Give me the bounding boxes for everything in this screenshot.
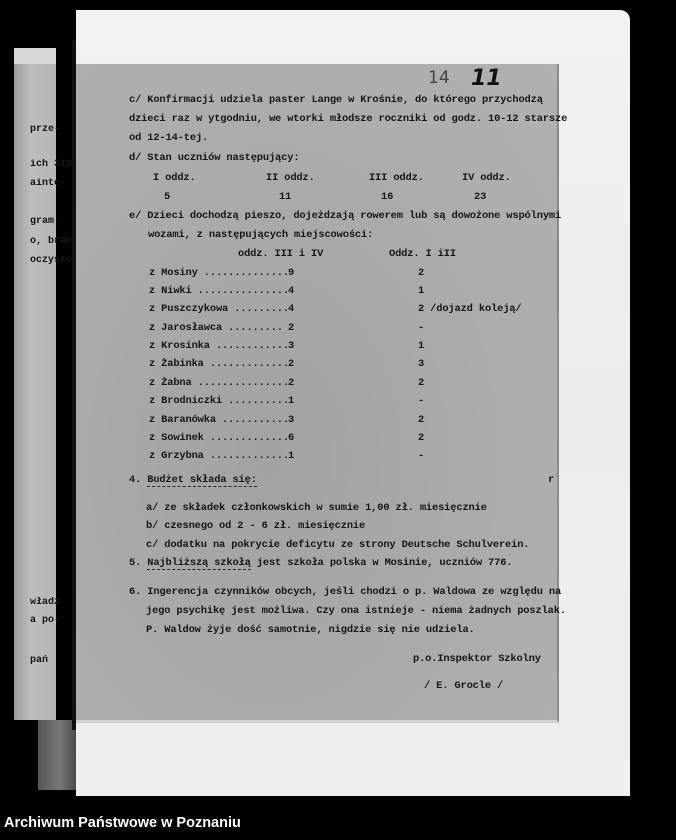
underlying-fragment: oczysto	[30, 255, 73, 266]
row-count-iii-iv: 1	[288, 395, 295, 407]
section-5-text: jest szkoła polska w Mosinie, uczniów 776.	[250, 557, 513, 569]
underlying-fragment: a po-	[30, 615, 61, 626]
row-count-i-ii: 1	[418, 340, 425, 352]
archive-label: Archiwum Państwowe w Poznaniu	[4, 815, 241, 831]
section-5-underlined: Najbliższą szkołą	[147, 557, 251, 569]
section-e-line-1	[129, 210, 561, 222]
budget-item: a/ ze składek członkowskich w sumie 1,00 zł. miesięcznie	[146, 502, 487, 514]
section-4-number: 4.	[129, 474, 142, 486]
section-e-line-2: wozami, z następujących miejscowości:	[148, 229, 374, 241]
section-6-line-2: jego psychikę jest możliwa. Czy ona istnieje - niema żadnych poszlak.	[146, 605, 566, 617]
row-count-i-ii: 2	[418, 432, 425, 444]
row-count-i-ii: -	[418, 395, 425, 407]
row-place: z Brodniczki ..........	[149, 395, 289, 407]
underlying-fragment: o, brak	[30, 236, 73, 247]
section-d-marker: d/	[129, 152, 142, 164]
section-5-number: 5.	[129, 557, 142, 569]
row-place: z Żabna ...............	[149, 377, 289, 389]
section-6-text: Ingerencja czynników obcych, jeśli chodzi o p. Waldowa ze względu na	[147, 586, 562, 598]
row-count-i-ii: 2	[418, 377, 425, 389]
row-count-iii-iv: 6	[288, 432, 295, 444]
pencil-page-number: 14	[428, 68, 450, 88]
class-label: II oddz.	[266, 172, 315, 184]
underlying-fragment: władz	[30, 597, 61, 608]
signature-title: p.o.Inspektor Szkolny	[413, 653, 541, 665]
section-4-heading-text: Budżet składa się:	[147, 474, 257, 486]
underlying-fragment: pań	[30, 655, 49, 666]
row-place: z Jarosławca .........	[149, 322, 283, 334]
row-place: z Krosinka ............	[149, 340, 289, 352]
row-count-i-ii: 2	[418, 267, 425, 279]
section-c-line-2: dzieci raz w ytgodniu, we wtorki młodsze roczniki od godz. 10-12 starsze	[129, 113, 568, 125]
budget-item: c/ dodatku na pokrycie deficytu ze strony Deutsche Schulverein.	[146, 539, 530, 551]
row-count-iii-iv: 4	[288, 285, 295, 297]
row-place: z Sowinek .............	[149, 432, 289, 444]
signature-name: / E. Grocle /	[424, 680, 504, 692]
class-count: 5	[164, 191, 171, 203]
class-count: 23	[474, 191, 487, 203]
row-count-iii-iv: 3	[288, 414, 295, 426]
row-place: z Baranówka ...........	[149, 414, 289, 426]
row-count-i-ii: 2	[418, 414, 425, 426]
row-count-iii-iv: 1	[288, 450, 295, 462]
class-label: IV oddz.	[462, 172, 511, 184]
row-count-iii-iv: 2	[288, 322, 295, 334]
row-place: z Żabinka .............	[149, 358, 289, 370]
section-5-line	[129, 557, 512, 569]
budget-item: b/ czesnego od 2 - 6 zł. miesięcznie	[146, 520, 366, 532]
table-header-col-2: Oddz. I iII	[389, 248, 456, 260]
section-4-heading	[129, 474, 257, 486]
section-c-marker: c/	[129, 94, 142, 106]
class-label: I oddz.	[153, 172, 196, 184]
row-count-i-ii: 3	[418, 358, 425, 370]
row-place: z Mosiny ..............	[149, 267, 289, 279]
class-label: III oddz.	[369, 172, 424, 184]
section-c-line-1	[129, 94, 543, 106]
underlying-fragment: prze-	[30, 124, 61, 135]
underlying-fragment: gram.	[30, 216, 61, 227]
row-place: z Niwki ...............	[149, 285, 289, 297]
row-count-iii-iv: 2	[288, 377, 295, 389]
row-place: z Puszczykowa .........	[149, 303, 289, 315]
section-e-text: Dzieci dochodzą pieszo, dojeżdzają rowerem lub są dowożone wspólnymi	[147, 210, 562, 222]
row-count-i-ii: -	[418, 450, 425, 462]
section-6-line-1	[129, 586, 561, 598]
class-count: 16	[381, 191, 394, 203]
section-d-heading	[129, 152, 299, 164]
underlying-fragment: ich 310	[30, 159, 73, 170]
table-header-col-1: oddz. III i IV	[238, 248, 324, 260]
section-d-heading-text: Stan uczniów następujący:	[147, 152, 300, 164]
row-count-iii-iv: 4	[288, 303, 295, 315]
underlying-page-top-edge	[14, 48, 56, 64]
margin-mark: r	[548, 474, 555, 486]
row-place: z Grzybna .............	[149, 450, 289, 462]
row-count-i-ii: 1	[418, 285, 425, 297]
row-count-iii-iv: 9	[288, 267, 295, 279]
row-count-i-ii: 2 /dojazd koleją/	[418, 303, 522, 315]
row-count-i-ii: -	[418, 322, 425, 334]
section-6-line-3: P. Waldow żyje dość samotnie, nigdzie się nie udziela.	[146, 624, 475, 636]
section-e-marker: e/	[129, 210, 142, 222]
underlying-fragment: ainte-	[30, 178, 67, 189]
row-count-iii-iv: 3	[288, 340, 295, 352]
typed-document-page	[76, 64, 568, 723]
section-c-text: Konfirmacji udziela paster Lange w Krośnie, do którego przychodzą	[147, 94, 543, 106]
ink-page-number: 11	[471, 66, 502, 91]
row-count-iii-iv: 2	[288, 358, 295, 370]
section-6-number: 6.	[129, 586, 142, 598]
class-count: 11	[279, 191, 292, 203]
section-c-line-3: od 12-14-tej.	[129, 132, 209, 144]
